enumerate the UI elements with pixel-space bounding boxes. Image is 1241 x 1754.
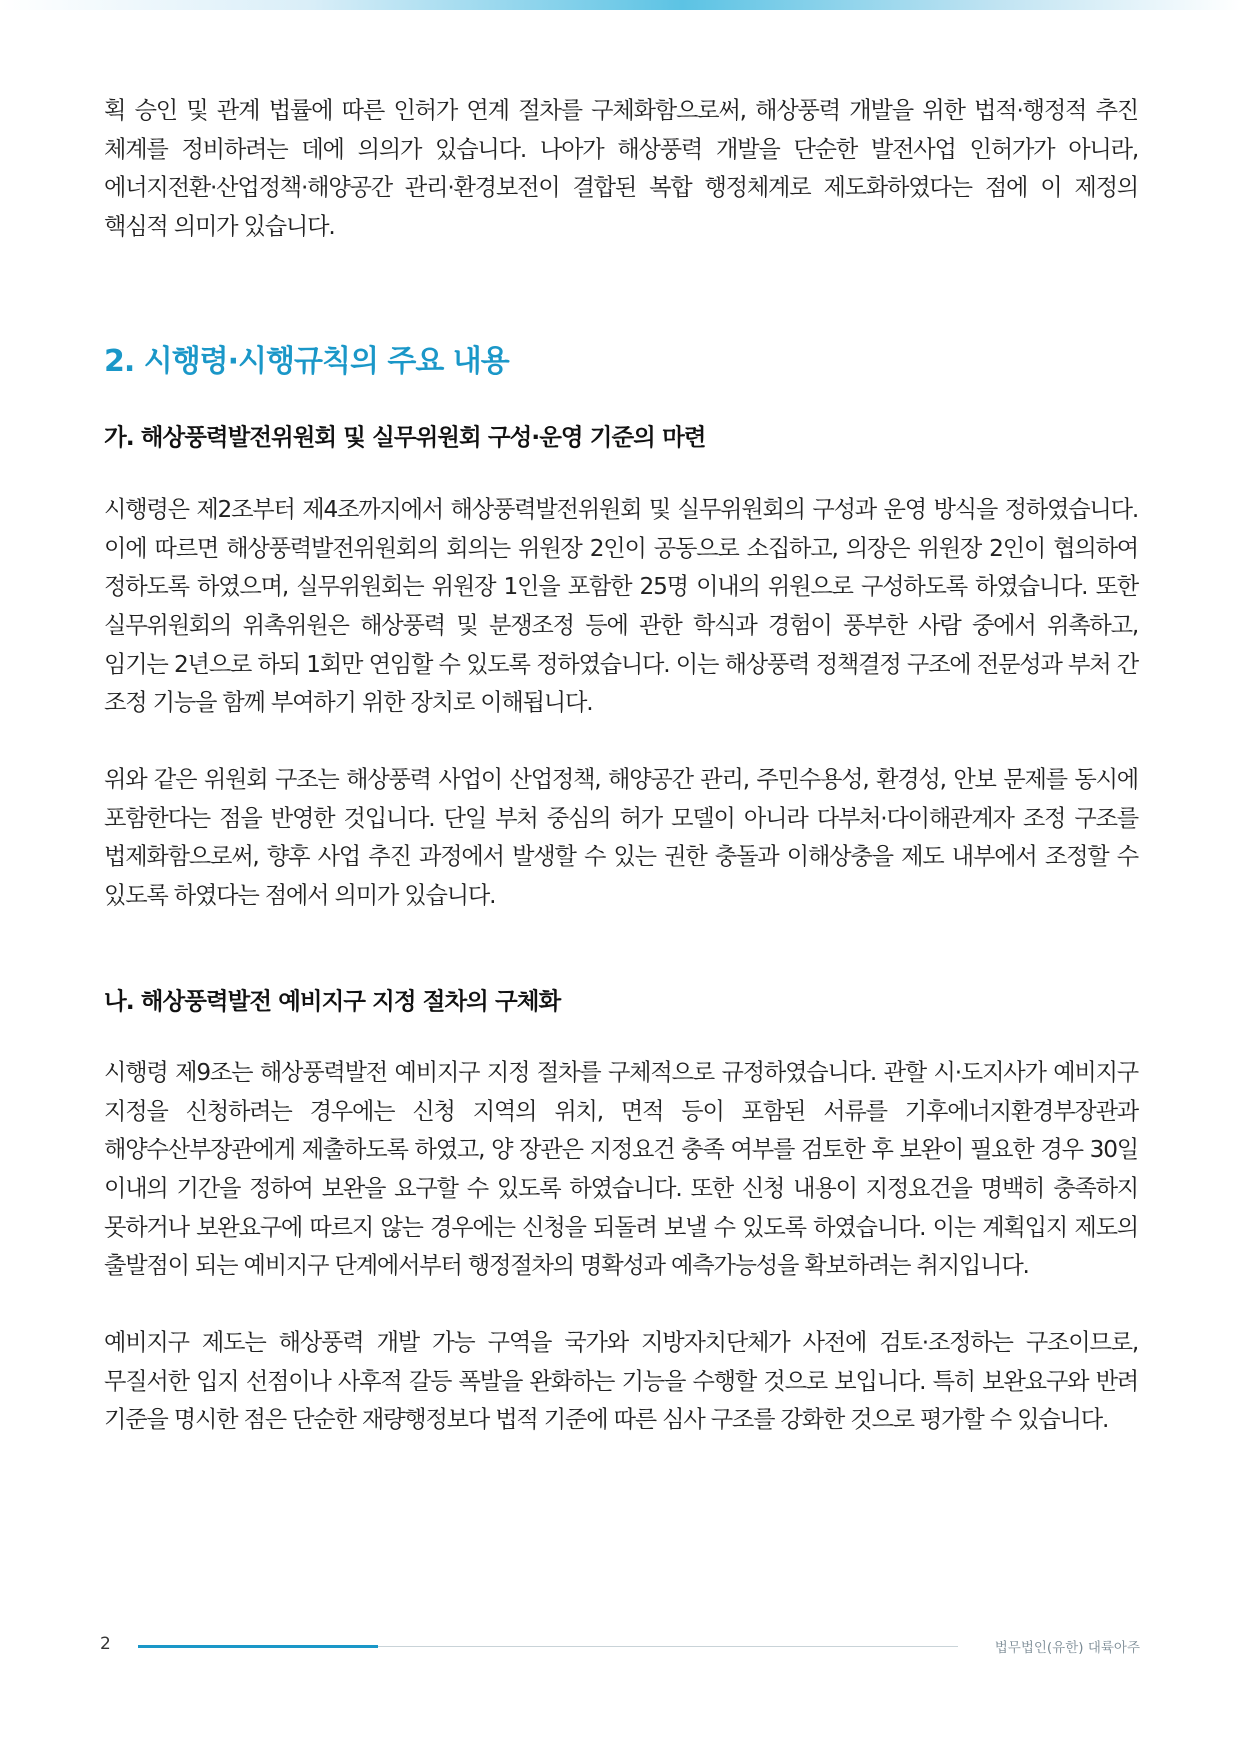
footer-divider-line [378, 1646, 958, 1647]
subsection-b-title: 나. 해상풍력발전 예비지구 지정 절차의 구체화 [104, 986, 561, 1015]
subsection-a-paragraph-1: 시행령은 제2조부터 제4조까지에서 해상풍력발전위원회 및 실무위원회의 구성과 운영 방식을 정하였습니다. 이에 따르면 해상풍력발전위원회의 회의는 위원장 2인이 공동으로 소집하고, 의장은 위원장 2인이 협의하여 정하도록 하였으며, 실무위원회는 위원장 1인을 포함한 25명 이내의 위원으로 구성하도록 하였습니다. 또한 실무위원회의 위촉위원은 해상풍력 및 분쟁조정 등에 관한 학식과 경험이 풍부한 사람 중에서 위촉하고, 임기는 2년으로 하되 1회만 연임할 수 있도록 정하였습니다. 이는 해상풍력 정책결정 구조에 전문성과 부처 간 조정 기능을 함께 부여하기 위한 장치로 이해됩니다. [104, 495, 1138, 717]
intro-paragraph: 획 승인 및 관계 법률에 따른 인허가 연계 절차를 구체화함으로써, 해상풍력 개발을 위한 법적·행정적 추진 체계를 정비하려는 데에 의의가 있습니다. 나아가 해상풍력 개발을 단순한 발전사업 인허가가 아니라, 에너지전환·산업정책·해양공간 관리·환경보전이 결합된 복합 행정체계로 제도화하였다는 점에 이 제정의 핵심적 의미가 있습니다. [104, 97, 1138, 241]
subsection-a-title: 가. 해상풍력발전위원회 및 실무위원회 구성·운영 기준의 마련 [104, 422, 706, 451]
page-footer [100, 1632, 1140, 1662]
subsection-b-paragraph-2: 예비지구 제도는 해상풍력 개발 가능 구역을 국가와 지방자치단체가 사전에 검토·조정하는 구조이므로, 무질서한 입지 선점이나 사후적 갈등 폭발을 완화하는 기능을 수행할 것으로 보입니다. 특히 보완요구와 반려 기준을 명시한 점은 단순한 재량행정보다 법적 기준에 따른 심사 구조를 강화한 것으로 평가할 수 있습니다. [104, 1329, 1138, 1434]
page-content [104, 92, 1138, 1440]
subsection-a-paragraph-2: 위와 같은 위원회 구조는 해상풍력 사업이 산업정책, 해양공간 관리, 주민수용성, 환경성, 안보 문제를 동시에 포함한다는 점을 반영한 것입니다. 단일 부처 중심의 허가 모델이 아니라 다부처·다이해관계자 조정 구조를 법제화함으로써, 향후 사업 추진 과정에서 발생할 수 있는 권한 충돌과 이해상충을 제도 내부에서 조정할 수 있도록 하였다는 점에서 의미가 있습니다. [104, 766, 1138, 910]
footer-accent-line [138, 1645, 378, 1648]
page-number: 2 [100, 1634, 111, 1654]
top-gradient-bar [0, 0, 1241, 10]
footer-firm-name: 법무법인(유한) 대륙아주 [994, 1640, 1140, 1656]
section-title: 2. 시행령·시행규칙의 주요 내용 [104, 343, 509, 379]
subsection-b-paragraph-1: 시행령 제9조는 해상풍력발전 예비지구 지정 절차를 구체적으로 규정하였습니다. 관할 시·도지사가 예비지구 지정을 신청하려는 경우에는 신청 지역의 위치, 면적 등이 포함된 서류를 기후에너지환경부장관과 해양수산부장관에게 제출하도록 하였고, 양 장관은 지정요건 충족 여부를 검토한 후 보완이 필요한 경우 30일 이내의 기간을 정하여 보완을 요구할 수 있도록 하였습니다. 또한 신청 내용이 지정요건을 명백히 충족하지 못하거나 보완요구에 따르지 않는 경우에는 신청을 되돌려 보낼 수 있도록 하였습니다. 이는 계획입지 제도의 출발점이 되는 예비지구 단계에서부터 행정절차의 명확성과 예측가능성을 확보하려는 취지입니다. [104, 1058, 1138, 1280]
